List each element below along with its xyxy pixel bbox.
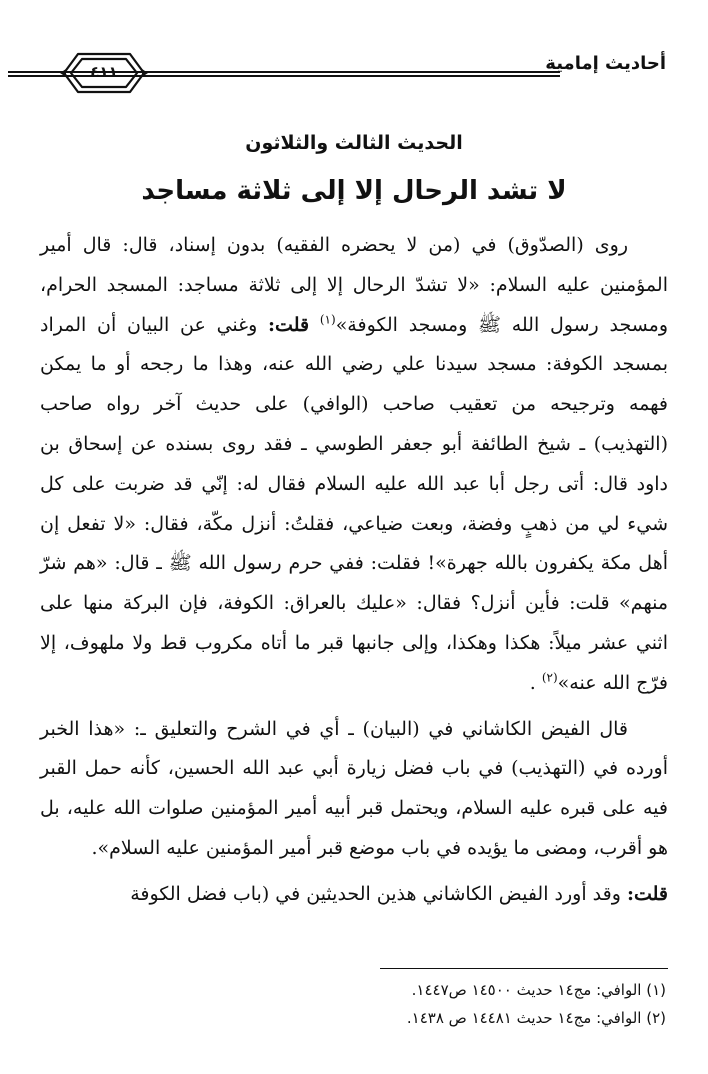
paragraph-3 [40, 875, 668, 915]
paragraph-1-part-a: روى (الصدّوق) في (من لا يحضره الفقيه) بدون إسناد، قال: قال أمير المؤمنين عليه السلام: «لا تشدّ الرحال إلا إلى ثلاثة مساجد: المسجد الحرام، ومسجد رسول الله ﷺ ومسجد الكوفة» [40, 234, 669, 336]
header-rule-left [8, 71, 60, 77]
body-text [40, 226, 668, 915]
paragraph-1-part-b: وغني عن البيان أن المراد بمسجد الكوفة: مسجد سيدنا علي رضي الله عنه، وهذا ما رجحه أو ما يمكن فهمه وترجيحه من تعقيب صاحب (الوافي) على حديث آخر رواه صاحب (التهذيب) ـ شيخ الطائفة أبو جعفر الطوسي ـ فقد روى بسنده عن إسحاق بن داود قال: أتى رجل أبا عبد الله عليه السلام فقال له: إنّي قد ضربت على كل شيء لي من ذهبٍ وفضة، وبعت ضياعي، فقلتُ: أنزل مكّة، فقال: «لا تفعل إن أهل مكة يكفرون بالله جهرة»! فقلت: ففي حرم رسول الله ﷺ ـ قال: «هم شرّ منهم» قلت: فأين أنزل؟ فقال: «عليك بالعراق: الكوفة، فإن البركة منها على اثني عشر ميلاً: هكذا وهكذا، وإلى جانبها قبر ما أتاه مكروب قط ولا ملهوف، إلا فرّج الله عنه» [40, 313, 668, 694]
running-title: أحاديث إمامية [545, 53, 666, 74]
hadith-label: الحديث الثالث والثلاثون [245, 132, 463, 154]
hadith-title: لا تشد الرحال إلا إلى ثلاثة مساجد [141, 176, 567, 206]
qult-label: قلت: [268, 313, 310, 336]
footnotes [40, 976, 666, 1032]
paragraph-3-text: وقد أورد الفيض الكاشاني هذين الحديثين في (باب فضل الكوفة [130, 882, 621, 905]
footnote-divider [380, 968, 668, 969]
paragraph-1-end: . [529, 671, 536, 694]
footnote-2: (٢) الوافي: مج١٤ حديث ١٤٤٨١ ص ١٤٣٨. [406, 1009, 666, 1027]
qult-label-2: قلت: [626, 882, 668, 905]
footnote-ref-1: (١) [319, 312, 336, 327]
footnote-1: (١) الوافي: مج١٤ حديث ١٤٥٠٠ ص١٤٤٧. [411, 981, 666, 999]
footnote-ref-2: (٢) [541, 670, 558, 685]
paragraph-2: قال الفيض الكاشاني في (البيان) ـ أي في الشرح والتعليق ـ: «هذا الخبر أورده في (التهذيب) في باب فضل زيارة أبي عبد الله الحسين، كأنه حمل القبر فيه على قبره عليه السلام، ويحتمل قبر أبيه أمير المؤمنين صلوات الله عليه، بل هو أقرب، ومضى ما يؤيده في باب موضع قبر أمير المؤمنين عليه السلام». [40, 717, 668, 859]
page-number: ٤١١ [90, 63, 118, 81]
paragraph-1 [40, 226, 668, 704]
